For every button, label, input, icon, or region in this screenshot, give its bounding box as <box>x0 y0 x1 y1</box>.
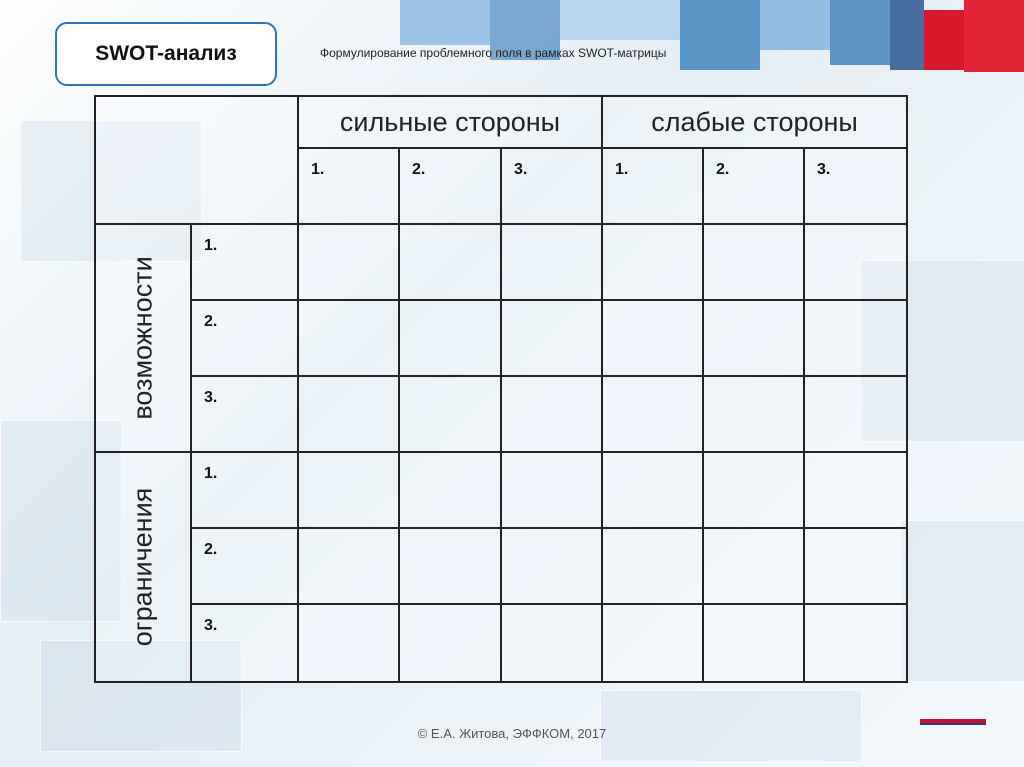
matrix-cell[interactable] <box>399 528 501 604</box>
matrix-cell[interactable] <box>703 452 804 528</box>
matrix-cell[interactable] <box>298 528 399 604</box>
matrix-cell[interactable] <box>399 376 501 452</box>
col-number: 3. <box>501 148 602 224</box>
col-group-strengths: сильные стороны <box>298 96 602 148</box>
matrix-cell[interactable] <box>501 376 602 452</box>
matrix-cell[interactable] <box>602 452 703 528</box>
matrix-cell[interactable] <box>298 604 399 682</box>
matrix-cell[interactable] <box>298 376 399 452</box>
matrix-cell[interactable] <box>804 224 907 300</box>
row-number: 1. <box>191 224 298 300</box>
matrix-cell[interactable] <box>602 604 703 682</box>
matrix-cell[interactable] <box>703 224 804 300</box>
matrix-cell[interactable] <box>501 528 602 604</box>
col-group-weaknesses: слабые стороны <box>602 96 907 148</box>
row-number: 2. <box>191 300 298 376</box>
row-number: 1. <box>191 452 298 528</box>
matrix-corner-cell <box>95 96 298 224</box>
row-number: 3. <box>191 376 298 452</box>
matrix-cell[interactable] <box>399 224 501 300</box>
slide-subtitle: Формулирование проблемного поля в рамках SWOT-матрицы <box>320 46 667 60</box>
matrix-cell[interactable] <box>501 224 602 300</box>
row-number: 3. <box>191 604 298 682</box>
matrix-cell[interactable] <box>602 224 703 300</box>
matrix-cell[interactable] <box>703 300 804 376</box>
matrix-cell[interactable] <box>501 452 602 528</box>
slide-title: SWOT-анализ <box>55 22 277 86</box>
row-group-threats <box>95 452 191 682</box>
matrix-cell[interactable] <box>703 376 804 452</box>
matrix-cell[interactable] <box>602 528 703 604</box>
matrix-cell[interactable] <box>298 224 399 300</box>
flag-decoration <box>920 723 986 725</box>
row-group-opportunities <box>95 224 191 452</box>
matrix-cell[interactable] <box>703 604 804 682</box>
matrix-cell[interactable] <box>804 528 907 604</box>
swot-matrix <box>94 95 908 683</box>
matrix-cell[interactable] <box>804 604 907 682</box>
matrix-cell[interactable] <box>804 452 907 528</box>
matrix-cell[interactable] <box>399 452 501 528</box>
row-number: 2. <box>191 528 298 604</box>
matrix-cell[interactable] <box>804 376 907 452</box>
col-number: 1. <box>602 148 703 224</box>
matrix-cell[interactable] <box>602 300 703 376</box>
matrix-cell[interactable] <box>501 300 602 376</box>
matrix-cell[interactable] <box>602 376 703 452</box>
row-group-label: возможности <box>127 256 158 420</box>
row-group-label: ограничения <box>127 487 158 647</box>
matrix-cell[interactable] <box>298 452 399 528</box>
col-number: 1. <box>298 148 399 224</box>
matrix-cell[interactable] <box>399 300 501 376</box>
copyright-footer: © Е.А. Житова, ЭФФКОМ, 2017 <box>417 726 607 741</box>
matrix-cell[interactable] <box>298 300 399 376</box>
matrix-cell[interactable] <box>501 604 602 682</box>
header-banner <box>280 0 1024 80</box>
matrix-cell[interactable] <box>703 528 804 604</box>
col-number: 2. <box>399 148 501 224</box>
matrix-cell[interactable] <box>804 300 907 376</box>
col-number: 2. <box>703 148 804 224</box>
matrix-cell[interactable] <box>399 604 501 682</box>
col-number: 3. <box>804 148 907 224</box>
